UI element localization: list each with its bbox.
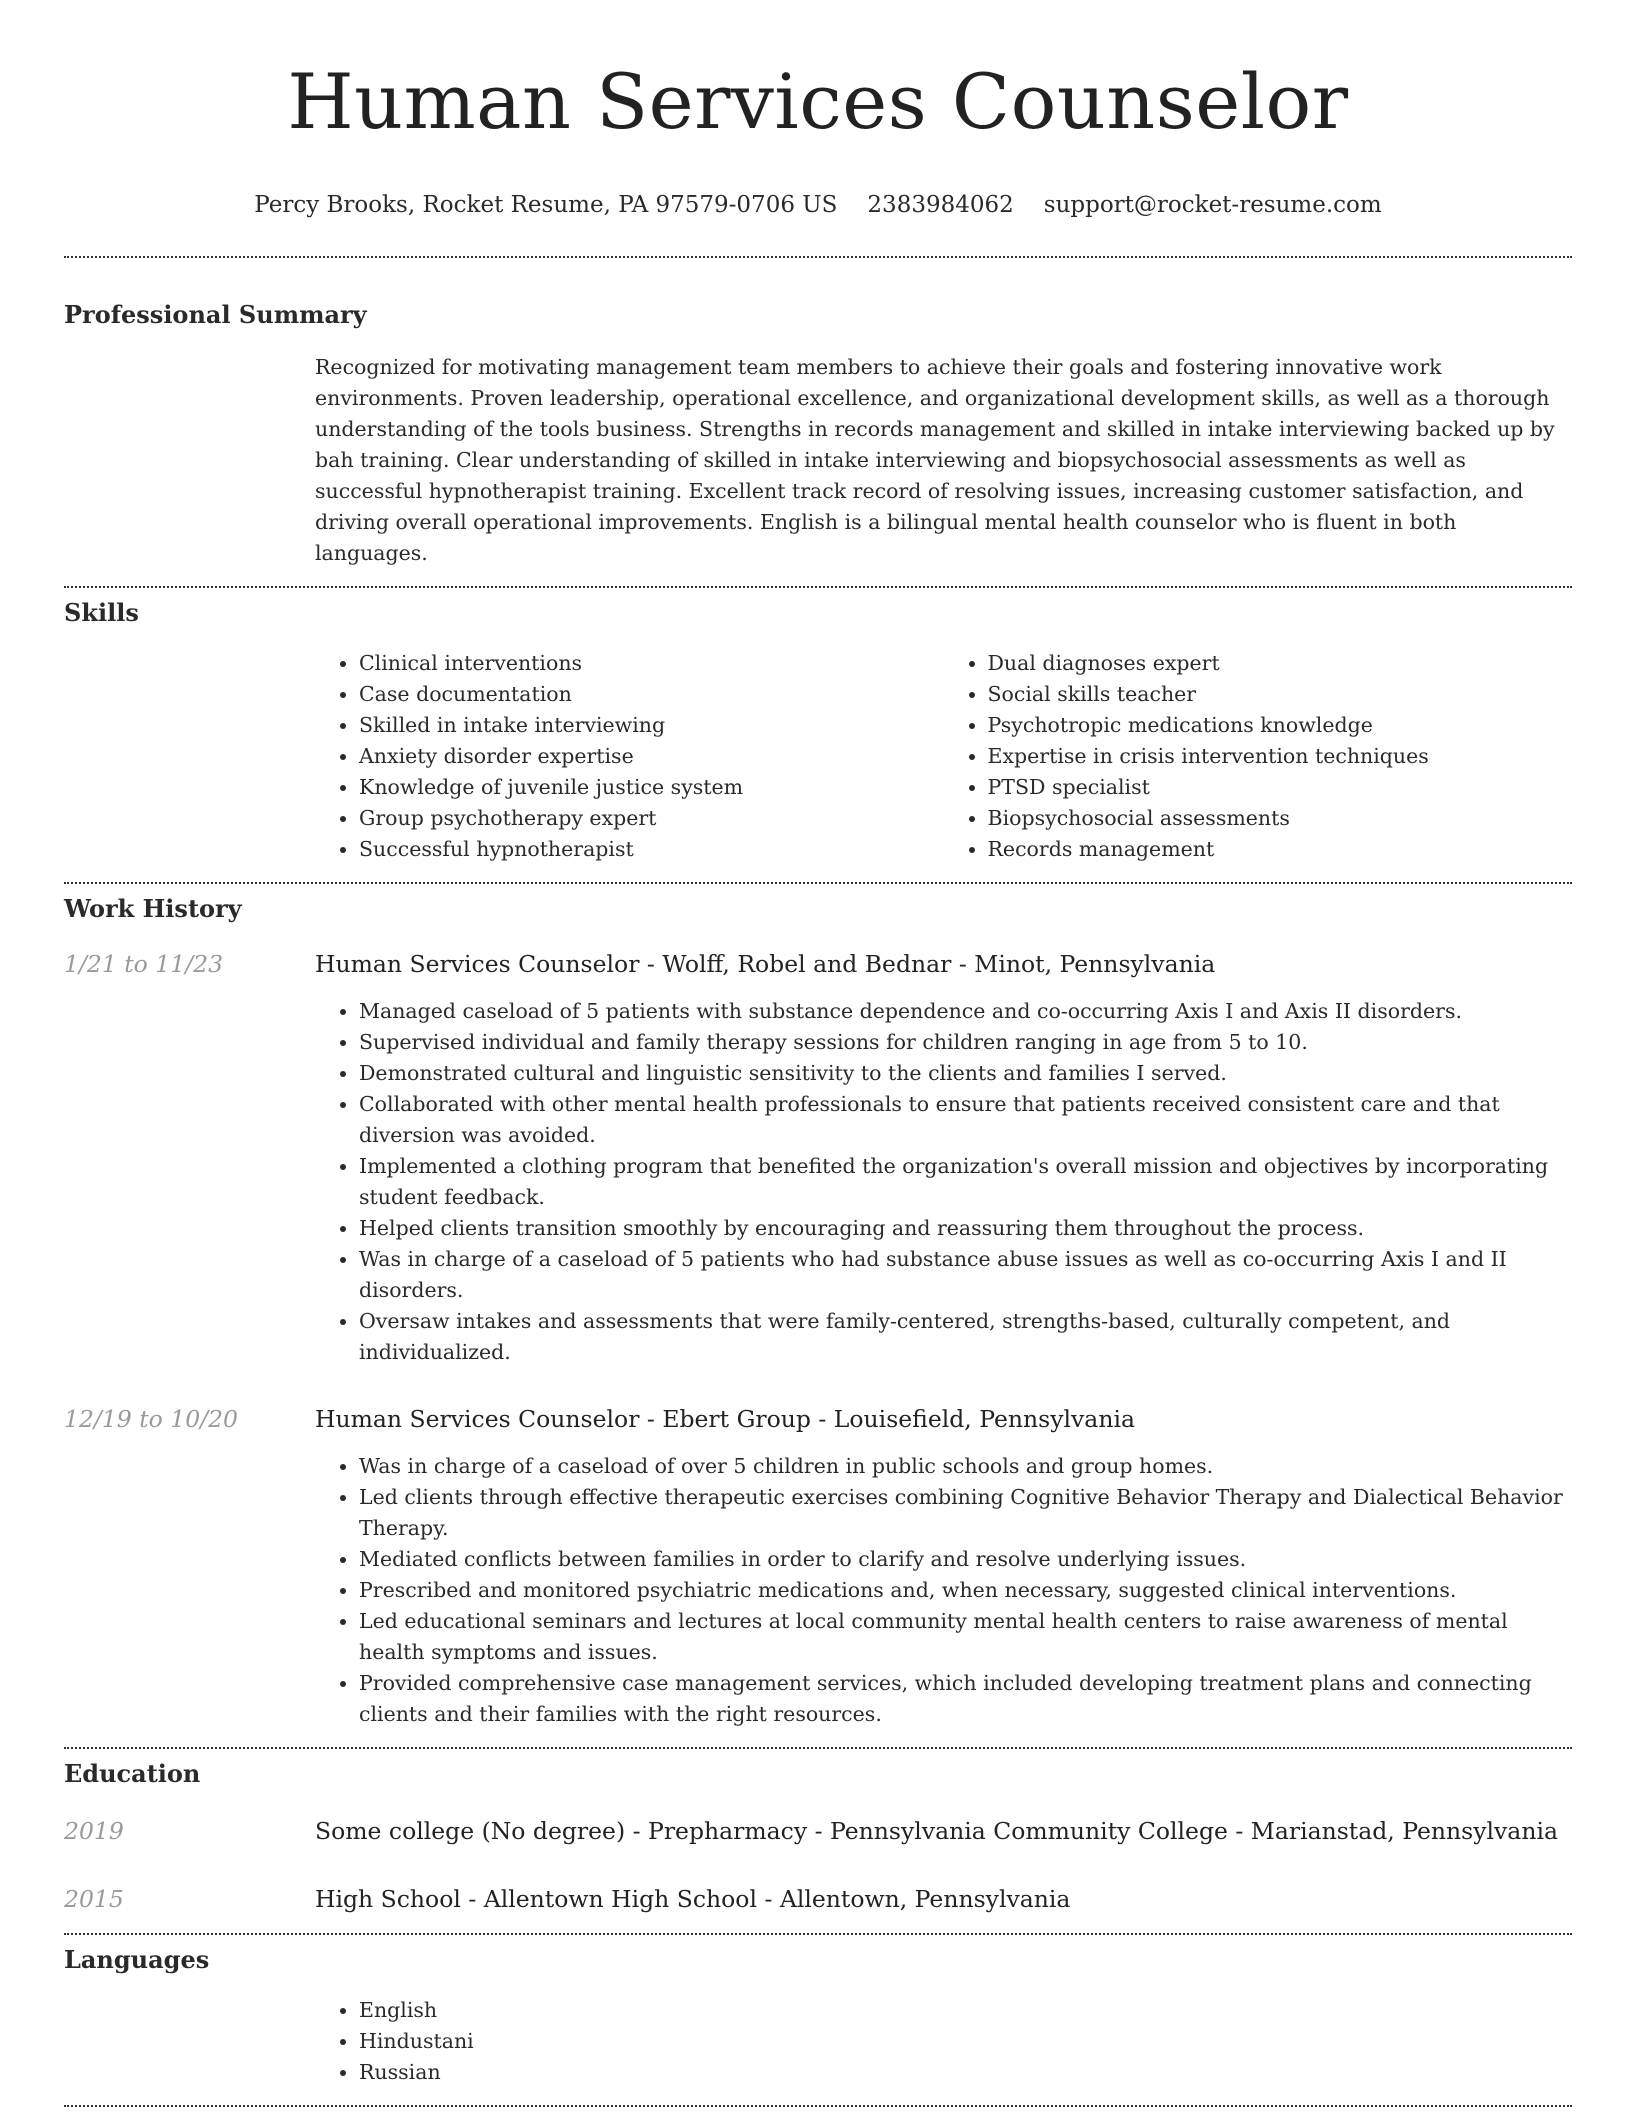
skill-item: • Successful hypnotherapist: [359, 834, 944, 865]
job-entry: [64, 948, 1572, 1368]
language-item: • Russian: [359, 2057, 1572, 2088]
section-title-education: Education: [64, 1759, 201, 1788]
skill-item: • Records management: [988, 834, 1573, 865]
job-title: Human Services Counselor: [315, 1405, 640, 1433]
job-location: Louisefield, Pennsylvania: [833, 1405, 1135, 1433]
contact-line: [64, 190, 1572, 220]
job-bullet: • Prescribed and monitored psychiatric medications and, when necessary, suggested clinical interventions.: [359, 1575, 1572, 1606]
separator: -: [810, 1405, 834, 1433]
education-entry: [64, 1883, 1572, 1915]
job-location: Minot, Pennsylvania: [974, 950, 1216, 978]
skills-column-right: [944, 648, 1573, 865]
job-heading: [315, 948, 1215, 980]
job-header: [64, 1403, 1572, 1435]
job-bullet: • Provided comprehensive case management services, which included developing treatment plans and connecting clients and their families with the right resources.: [359, 1668, 1572, 1730]
summary-text: Recognized for motivating management team members to achieve their goals and fostering innovative work environments. Proven leadership, operational excellence, and organizational development skills, as well as a thorough understanding of the tools business. Strengths in records management and skilled in intake interviewing backed up by bah training. Clear understanding of skilled in intake interviewing and biopsychosocial assessments as well as successful hypnotherapist training. Excellent track record of resolving issues, increasing customer satisfaction, and driving overall operational improvements. English is a bilingual mental health counselor who is fluent in both languages.: [315, 355, 1555, 565]
job-bullet: • Was in charge of a caseload of over 5 children in public schools and group homes.: [359, 1451, 1572, 1482]
job-bullet: • Helped clients transition smoothly by encouraging and reassuring them throughout the process.: [359, 1213, 1572, 1244]
skill-item: • Group psychotherapy expert: [359, 803, 944, 834]
job-header: [64, 948, 1572, 980]
divider: [64, 256, 1572, 258]
divider: [64, 1747, 1572, 1749]
job-dates: 12/19 to 10/20: [64, 1405, 238, 1433]
skill-item: • Skilled in intake interviewing: [359, 710, 944, 741]
divider: [64, 1933, 1572, 1935]
job-bullets: [315, 996, 1572, 1368]
education-entry: [64, 1815, 1572, 1847]
job-heading: [315, 1403, 1135, 1435]
education-year: 2015: [64, 1885, 124, 1913]
job-bullet: • Mediated conflicts between families in order to clarify and resolve underlying issues.: [359, 1544, 1572, 1575]
section-title-languages: Languages: [64, 1945, 210, 1974]
job-title: Human Services Counselor: [315, 950, 640, 978]
job-bullet: • Managed caseload of 5 patients with substance dependence and co-occurring Axis I and Axis II disorders.: [359, 996, 1572, 1027]
education-text: Some college (No degree) - Prepharmacy - Pennsylvania Community College - Marianstad, Pennsylvania: [315, 1817, 1558, 1845]
resume-title: Human Services Counselor: [287, 57, 1349, 146]
separator: -: [639, 1405, 663, 1433]
skill-item: • Expertise in crisis intervention techniques: [988, 741, 1573, 772]
resume-page: [64, 0, 1572, 2107]
language-item: • Hindustani: [359, 2026, 1572, 2057]
job-employer: Wolff, Robel and Bednar: [662, 950, 952, 978]
skills-list: [315, 648, 1572, 865]
contact-email[interactable]: support@rocket-resume.com: [1043, 192, 1382, 218]
language-item: • English: [359, 1995, 1572, 2026]
skill-item: • Clinical interventions: [359, 648, 944, 679]
skill-item: • Social skills teacher: [988, 679, 1573, 710]
separator: -: [639, 950, 663, 978]
job-bullet: • Oversaw intakes and assessments that were family-centered, strengths-based, culturally competent, and individualized.: [359, 1306, 1572, 1368]
job-bullet: • Led clients through effective therapeutic exercises combining Cognitive Behavior Therapy and Dialectical Behavior Therapy.: [359, 1482, 1572, 1544]
skill-item: • Biopsychosocial assessments: [988, 803, 1573, 834]
languages-list: [315, 1995, 1572, 2088]
skill-item: • PTSD specialist: [988, 772, 1573, 803]
divider: [64, 2105, 1572, 2107]
contact-phone: 2383984062: [867, 192, 1014, 218]
skill-item: • Anxiety disorder expertise: [359, 741, 944, 772]
job-bullet: • Supervised individual and family therapy sessions for children ranging in age from 5 to 10.: [359, 1027, 1572, 1058]
skill-item: • Knowledge of juvenile justice system: [359, 772, 944, 803]
job-entry: [64, 1403, 1572, 1730]
job-bullet: • Led educational seminars and lectures at local community mental health centers to raise awareness of mental health symptoms and issues.: [359, 1606, 1572, 1668]
job-bullets: [315, 1451, 1572, 1730]
education-year: 2019: [64, 1817, 124, 1845]
job-bullet: • Was in charge of a caseload of 5 patients who had substance abuse issues as well as co-occurring Axis I and II disorders.: [359, 1244, 1572, 1306]
education-text: High School - Allentown High School - Allentown, Pennsylvania: [315, 1885, 1071, 1913]
section-title-summary: Professional Summary: [64, 300, 367, 329]
section-title-work-history: Work History: [64, 894, 242, 923]
skill-item: • Psychotropic medications knowledge: [988, 710, 1573, 741]
job-bullet: • Demonstrated cultural and linguistic sensitivity to the clients and families I served.: [359, 1058, 1572, 1089]
job-bullet: • Implemented a clothing program that benefited the organization's overall mission and objectives by incorporating student feedback.: [359, 1151, 1572, 1213]
separator: -: [951, 950, 975, 978]
divider: [64, 586, 1572, 588]
job-employer: Ebert Group: [662, 1405, 811, 1433]
job-dates: 1/21 to 11/23: [64, 950, 224, 978]
contact-address: Percy Brooks, Rocket Resume, PA 97579-0706 US: [254, 192, 838, 218]
skills-column-left: [315, 648, 944, 865]
skill-item: • Case documentation: [359, 679, 944, 710]
divider: [64, 882, 1572, 884]
section-title-skills: Skills: [64, 598, 139, 627]
job-bullet: • Collaborated with other mental health professionals to ensure that patients received consistent care and that diversion was avoided.: [359, 1089, 1572, 1151]
skill-item: • Dual diagnoses expert: [988, 648, 1573, 679]
